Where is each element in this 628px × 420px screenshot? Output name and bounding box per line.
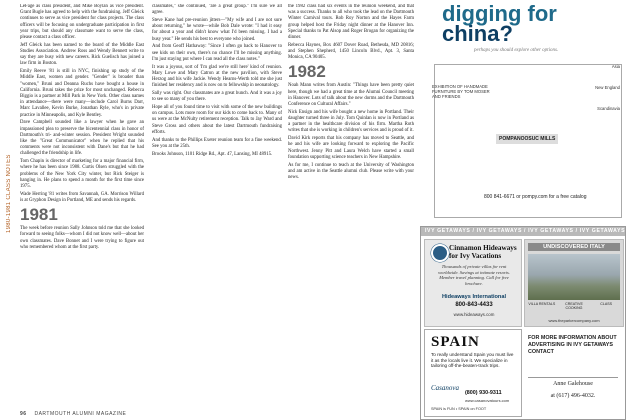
paragraph: David Kirk reports that his company has moved to Seattle, and he and his wife are looking forward to exploring the Pacific Northwest. Jenny Pitt and Laura Welch have started a small foundation supporting science teachers in New Hampshire. <box>288 136 414 160</box>
paragraph: Rebecca Haynes, Box 4607 Dover Road, Bethesda, MD 20816; and Stephen Shepherd, 1450 Lincoln Blvd., Apt. 3, Santa Monica, CA 90405. <box>288 42 414 61</box>
paragraph: Steve Kane had pre-reunion jitters—"My wife and I are not sure about returning," he wrote—while Bob Dale wrote: "I had it easy for about a year and didn't know what I'd been missing. I had a busy year." He sends his best to everyone who joined. <box>152 18 282 42</box>
paragraph: As for me, I continue to teach at the University of Washington and am active in the Seattle alumni club. Please write with your news. <box>288 162 414 181</box>
ad-label: New England <box>595 85 620 90</box>
divider <box>528 377 618 378</box>
advertising-info-heading: FOR MORE INFORMATION ABOUT ADVERTISING IN IVY GETAWAYS CONTACT <box>528 335 617 355</box>
text-column-2 <box>152 4 282 400</box>
paragraph: Noah Mann writes from Austin: "Things have been pretty quiet here, though we had a great time at the Alumni Council meeting in Hanover. Lots of talk about the new dorms and the Dartmouth Conference on Cultural Affairs." <box>288 83 414 108</box>
paragraph: Dave Campbell sounded like a lawyer when he gave an impassioned plea to preserve the bicentennial class in honor of Dartmouth's tri- and-winter session. President Wright sounded like the "Great Communicator" when he replied that his comments were not inconsistent with Dane's but that he had challenged the friendship in life. <box>20 120 144 157</box>
paragraph: Nick Ensign and his wife bought a new home in Portland. Their daughter turned three in July. Tom Quinlan is now in Portland as a partner in the healthcare division of his firm. Martha Roth writes that she is working in children's services and is proud of it. <box>288 109 414 134</box>
paragraph: And from Geoff Hathaway: "Since I often go back to Hanover to see kids on their own, there's no chance I'll be missing anything. I'm just staying put where I can read all the class notes." <box>152 44 282 62</box>
spain-heading: SPAIN <box>431 334 480 350</box>
paragraph: The week before reunion Sally Johnson told me that she looked forward to seeing folks—whom I did not know well—about her own classmates. Dave Bonnet and I were trying to figure out who remembered whom at the first party. <box>20 226 144 250</box>
paragraph: It was a joyous, sort of 'I'm glad we're still here' kind of reunion. Mary Lowe and Mary Catron at the new pavilion, with Steve Herzog and his wife Jackie. Wendy Hearns-Werth told me she just finished her residency and is now on to fellowship in neonatology. <box>152 64 282 89</box>
spain-body: To really understand Spain you must live it as the locals live it. We specialize in tailoring off-the-beaten-track trips. <box>431 352 514 369</box>
hideaways-title: Cinnamon Hideaways for Ivy Vacations <box>449 244 517 260</box>
spain-ad <box>424 329 522 417</box>
villas-columns <box>528 302 620 311</box>
class-year-heading: 1981 <box>20 205 58 225</box>
advertising-contact-name: Anne Galehouse <box>553 381 593 387</box>
page-number: 96 <box>20 411 27 417</box>
ad-side-labels <box>590 64 620 127</box>
villas-photo <box>528 254 620 300</box>
italy-villas-ad <box>524 239 624 327</box>
paragraph: Emily Reeve '81 is still in NYC, finishing up study of the Middle East, women and gender. "Gender" is broader than "women," Bruni and Deanna Ruchs have bought a house in California. Bruni takes the prize for most unchanged. Rebecca Biggio is a partner at Mill Park in New York. Other class names in attendance—there were many—include Carol Burns Darr, Marc Lavallee, Kevin Burke, Jonathan Ryle, who's in private practice in Minneapolis, and Kyle Bentley. <box>20 69 144 118</box>
advertising-info <box>524 329 622 415</box>
villas-site: www.theparkercompany.com <box>548 318 600 323</box>
page-footer <box>20 411 126 417</box>
magazine-title: DARTMOUTH ALUMNI MAGAZINE <box>34 411 127 417</box>
hideaways-logo-icon <box>431 244 449 262</box>
ad-label: Asia <box>611 64 620 69</box>
villas-col: CLASS <box>600 302 613 306</box>
text-column-3 <box>288 4 414 400</box>
paragraph: Brooks Johnson, 1101 Ridge Rd., Apt. 47, Lansing, MI 48915. <box>152 151 273 157</box>
villas-col: CREATIVE COOKING <box>565 302 583 311</box>
spain-phone: (800) 930-9311 <box>465 390 502 396</box>
hideaways-brand: Hideaways International <box>441 294 507 300</box>
paragraph: classmates," she continued, "are a great group." I'm sure we all agree. <box>152 4 282 16</box>
ad-caption: EXHIBITION OF HANDMADE FURNITURE BY TOM MOSER AND FRIENDS <box>432 84 490 99</box>
paragraph: Wade Herring '81 writes from Savannah, GA. Morrison Willard is at Gryphon Design in Portland, ME and sends his regards. <box>20 191 144 204</box>
paragraph: Hope all of you found time to visit with some of the new buildings on campus. Lots more room for our kids to come back to. Many of us were at the McNulty retirement reception. Talk to Jay Ward and Steve Gross and others about the latest Dartmouth fundraising efforts. <box>152 105 282 135</box>
paragraph: LeFage as class president, and Mike Boylan as vice president. Grant Bugle has agreed to help with the fundraising. Jeff Gleick continues to serve as vice president for class projects. The class officers will be focusing on undergraduate participation in first year trips, but should any classmate want to serve the class, please contact a class officer. <box>20 4 144 41</box>
paragraph: Jeff Gleick has been named to the board of the Middle East Studies Association. Andrew Ross and Wendy Bennett write to say they are busy with new careers. Rick Guelisch has joined a law firm in Boston. <box>20 42 144 67</box>
hideaways-ad <box>424 239 522 327</box>
ad-headline <box>442 1 557 46</box>
ad-headline-line-1: digging for <box>442 1 557 26</box>
paragraph: the 1982 class had six events in the reunion weekend, and that was a success. Thanks to all who took the lead on the Dartmouth Winter Carnival tours. Rob Roy Norton and the Hayes Farm group helped host the Friday night dinner at the Hanover Inn. Special thanks to Pat Alsop and Roger Brogan for organizing the dinner. <box>288 4 414 41</box>
hideaways-body: Thousands of private villas for rent worldwide. Savings at intimate resorts. Member travel planning. Call for free brochure. <box>438 264 510 286</box>
paragraph: And thanks to the Phillips Exeter reunion team for a fine weekend. See you at the 25th. <box>152 137 282 149</box>
class-year-heading: 1982 <box>288 62 326 82</box>
paragraph: Tom Chapin is director of marketing for a major financial firm, where he has been since 1988. Curtis Olsen struggled with the problems of the New York City winter, but Rick Steiger is hanging in. He plans to spend a month for the first time since 1975. <box>20 159 144 190</box>
ad-tagline: perhaps you should explore other options. <box>474 48 559 53</box>
villas-heading: UNDISCOVERED ITALY <box>528 243 620 251</box>
spain-brand: Casanova <box>431 384 459 392</box>
ivy-getaways-section <box>420 226 626 420</box>
ad-label: Scandinavia <box>597 106 620 111</box>
text-column-1 <box>20 4 144 402</box>
ivy-banner: IVY GETAWAYS / IVY GETAWAYS / IVY GETAWAYS / IVY GETAWAYS <box>421 227 625 236</box>
spain-site: www.casanovatours.com <box>465 398 510 403</box>
ad-contact: 800 841-6671 or pompy.com for a free catalog <box>484 194 587 200</box>
spain-footer: SPAIN is FUN • SPAIN on FOOT <box>431 407 487 411</box>
hideaways-site: www.hideaways.com <box>453 312 495 317</box>
hideaways-phone: 800-843-4433 <box>455 302 493 308</box>
furniture-ad <box>428 1 624 224</box>
paragraph: Sally was right. Our classmates are a great bunch. And it was a joy to see so many of you there. <box>152 91 282 103</box>
section-strip-label: 1980-1981 CLASS NOTES <box>6 154 12 234</box>
ad-headline-line-2: china? <box>442 21 513 46</box>
advertising-contact-phone: at (617) 496-4032. <box>550 393 596 399</box>
villas-col: VILLA RENTALS <box>528 302 556 306</box>
ad-product-tag: POMPANOOSUC MILLS <box>496 134 558 144</box>
